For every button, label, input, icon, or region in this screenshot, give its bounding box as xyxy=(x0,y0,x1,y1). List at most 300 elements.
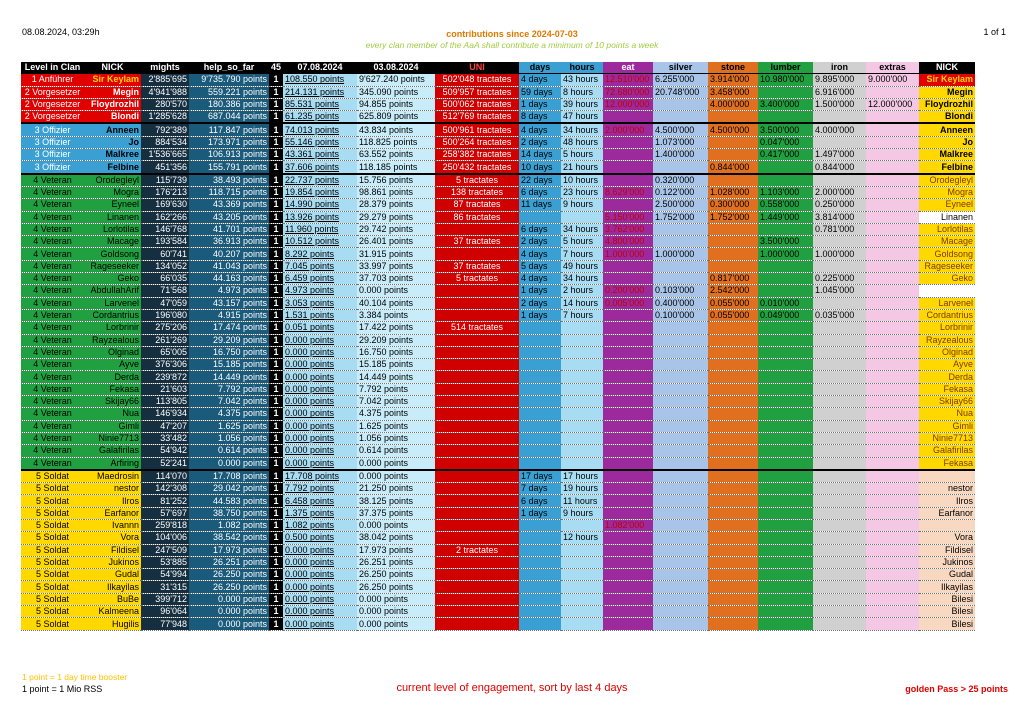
member-extras xyxy=(866,470,919,483)
member-iron xyxy=(813,396,866,408)
member-lumber: 3.500'000 xyxy=(758,236,813,248)
member-eat xyxy=(603,359,653,371)
member-level: 4 Veteran xyxy=(21,346,84,358)
member-iron xyxy=(813,507,866,519)
member-eat xyxy=(603,383,653,395)
member-count: 1 xyxy=(269,74,283,86)
member-days xyxy=(519,408,561,420)
member-nick: Orodegleyl xyxy=(84,174,141,187)
member-help-so-far: 36.913 points xyxy=(189,236,269,248)
member-extras xyxy=(866,322,919,334)
member-nick-right: Fildisel xyxy=(919,544,975,556)
member-silver: 1.000'000 xyxy=(653,248,708,260)
member-days: 1 days xyxy=(519,98,561,110)
member-count: 1 xyxy=(269,322,283,334)
member-help-so-far: 1.082 points xyxy=(189,519,269,531)
member-iron: 9.895'000 xyxy=(813,74,866,86)
member-hours xyxy=(561,211,603,223)
member-count: 1 xyxy=(269,186,283,198)
member-help-so-far: 117.847 points xyxy=(189,123,269,136)
member-days xyxy=(519,556,561,568)
member-hours xyxy=(561,618,603,630)
member-mights: 451'356 xyxy=(141,161,189,174)
member-week2-points: 63.552 points xyxy=(357,149,435,161)
member-uni-tractates xyxy=(435,593,519,605)
member-lumber xyxy=(758,334,813,346)
member-level: 5 Soldat xyxy=(21,556,84,568)
member-count: 1 xyxy=(269,98,283,110)
member-hours: 48 hours xyxy=(561,136,603,148)
member-week2-points: 14.449 points xyxy=(357,371,435,383)
member-week1-points: 37.606 points xyxy=(283,161,357,174)
member-eat: 0.005'000 xyxy=(603,297,653,309)
member-week1-points: 108.550 points xyxy=(283,74,357,86)
member-lumber xyxy=(758,111,813,124)
member-hours xyxy=(561,396,603,408)
member-eat xyxy=(603,260,653,272)
member-eat: 5.150'000 xyxy=(603,211,653,223)
member-help-so-far: 0.614 points xyxy=(189,445,269,457)
member-level: 5 Soldat xyxy=(21,519,84,531)
member-level: 2 Vorgesetzer xyxy=(21,111,84,124)
member-eat xyxy=(603,556,653,568)
member-days xyxy=(519,445,561,457)
member-week2-points: 0.000 points xyxy=(357,470,435,483)
member-level: 2 Vorgesetzer xyxy=(21,86,84,98)
member-help-so-far: 43.369 points xyxy=(189,199,269,211)
member-week2-points: 29.742 points xyxy=(357,223,435,235)
table-row xyxy=(21,161,975,174)
member-days xyxy=(519,432,561,444)
member-uni-tractates xyxy=(435,420,519,432)
member-level: 5 Soldat xyxy=(21,532,84,544)
member-lumber: 1.449'000 xyxy=(758,211,813,223)
member-week1-points: 8.292 points xyxy=(283,248,357,260)
member-silver xyxy=(653,483,708,495)
member-stone xyxy=(708,322,758,334)
member-week2-points: 29.279 points xyxy=(357,211,435,223)
member-count: 1 xyxy=(269,532,283,544)
table-row xyxy=(21,556,975,568)
member-silver xyxy=(653,236,708,248)
member-week1-points: 11.960 points xyxy=(283,223,357,235)
member-extras xyxy=(866,593,919,605)
member-stone xyxy=(708,432,758,444)
member-uni-tractates: 37 tractates xyxy=(435,236,519,248)
member-lumber: 3.400'000 xyxy=(758,98,813,110)
member-help-so-far: 44.583 points xyxy=(189,495,269,507)
member-nick-right: Bilesi xyxy=(919,606,975,618)
member-lumber xyxy=(758,495,813,507)
member-lumber: 0.049'000 xyxy=(758,309,813,321)
member-mights: 247'509 xyxy=(141,544,189,556)
member-stone: 0.055'000 xyxy=(708,297,758,309)
table-row xyxy=(21,273,975,285)
member-extras xyxy=(866,149,919,161)
member-mights: 77'948 xyxy=(141,618,189,630)
contributions-table xyxy=(21,62,975,631)
member-week1-points: 0.000 points xyxy=(283,445,357,457)
member-week1-points: 0.000 points xyxy=(283,371,357,383)
member-days: 6 days xyxy=(519,495,561,507)
member-count: 1 xyxy=(269,309,283,321)
member-week2-points: 4.375 points xyxy=(357,408,435,420)
member-level: 4 Veteran xyxy=(21,248,84,260)
member-nick-right: Megin xyxy=(919,86,975,98)
table-row xyxy=(21,371,975,383)
col-header-hours: hours xyxy=(561,62,603,74)
member-silver: 0.122'000 xyxy=(653,186,708,198)
member-week2-points: 37.375 points xyxy=(357,507,435,519)
member-week2-points: 118.825 points xyxy=(357,136,435,148)
member-lumber: 0.010'000 xyxy=(758,297,813,309)
member-uni-tractates xyxy=(435,346,519,358)
member-count: 1 xyxy=(269,495,283,507)
member-nick-right: Bilesi xyxy=(919,618,975,630)
member-hours: 9 hours xyxy=(561,199,603,211)
member-count: 1 xyxy=(269,297,283,309)
member-days xyxy=(519,544,561,556)
member-week2-points: 1.056 points xyxy=(357,432,435,444)
member-help-so-far: 0.000 points xyxy=(189,618,269,630)
member-week2-points: 38.125 points xyxy=(357,495,435,507)
member-extras xyxy=(866,383,919,395)
member-help-so-far: 4.973 points xyxy=(189,285,269,297)
member-count: 1 xyxy=(269,445,283,457)
member-hours: 9 hours xyxy=(561,507,603,519)
member-mights: 376'306 xyxy=(141,359,189,371)
member-days xyxy=(519,420,561,432)
member-extras xyxy=(866,457,919,470)
member-week1-points: 1.082 points xyxy=(283,519,357,531)
member-mights: 31'315 xyxy=(141,581,189,593)
member-nick: Megin xyxy=(84,86,141,98)
member-uni-tractates xyxy=(435,581,519,593)
member-count: 1 xyxy=(269,136,283,148)
member-nick: Geko xyxy=(84,273,141,285)
member-lumber xyxy=(758,322,813,334)
member-level: 5 Soldat xyxy=(21,569,84,581)
member-mights: 47'059 xyxy=(141,297,189,309)
member-stone xyxy=(708,383,758,395)
member-nick-right: Floydrozhil xyxy=(919,98,975,110)
member-nick-right: Felbine xyxy=(919,161,975,174)
member-level: 4 Veteran xyxy=(21,371,84,383)
table-row xyxy=(21,174,975,187)
member-week2-points: 29.209 points xyxy=(357,334,435,346)
member-lumber xyxy=(758,445,813,457)
member-mights: 81'252 xyxy=(141,495,189,507)
member-stone xyxy=(708,556,758,568)
member-uni-tractates: 86 tractates xyxy=(435,211,519,223)
member-nick: Ilros xyxy=(84,495,141,507)
member-count: 1 xyxy=(269,606,283,618)
member-uni-tractates xyxy=(435,507,519,519)
engagement-note: current level of engagement, sort by last 4 days xyxy=(396,682,628,694)
member-days: 1 days xyxy=(519,285,561,297)
member-week2-points: 26.251 points xyxy=(357,556,435,568)
member-week2-points: 38.042 points xyxy=(357,532,435,544)
member-level: 4 Veteran xyxy=(21,408,84,420)
member-iron xyxy=(813,483,866,495)
member-silver xyxy=(653,569,708,581)
table-row xyxy=(21,420,975,432)
member-lumber xyxy=(758,420,813,432)
member-extras xyxy=(866,223,919,235)
member-silver: 0.320'000 xyxy=(653,174,708,187)
member-help-so-far: 118.715 points xyxy=(189,186,269,198)
member-nick: Ilkayilas xyxy=(84,581,141,593)
member-stone: 3.914'000 xyxy=(708,74,758,86)
member-level: 4 Veteran xyxy=(21,383,84,395)
member-extras xyxy=(866,248,919,260)
member-hours: 34 hours xyxy=(561,223,603,235)
member-count: 1 xyxy=(269,211,283,223)
member-help-so-far: 26.251 points xyxy=(189,556,269,568)
member-extras xyxy=(866,273,919,285)
member-eat: 12.510'000 xyxy=(603,74,653,86)
member-eat: 1.082'000 xyxy=(603,519,653,531)
member-week2-points: 26.401 points xyxy=(357,236,435,248)
member-week2-points: 0.614 points xyxy=(357,445,435,457)
member-nick: Skijay66 xyxy=(84,396,141,408)
member-eat: 72.680'000 xyxy=(603,86,653,98)
member-lumber xyxy=(758,346,813,358)
member-hours: 34 hours xyxy=(561,273,603,285)
member-iron xyxy=(813,383,866,395)
member-nick-right: Ilkayilas xyxy=(919,581,975,593)
member-extras xyxy=(866,123,919,136)
member-extras: 12.000'000 xyxy=(866,98,919,110)
member-extras xyxy=(866,199,919,211)
col-header-iron: iron xyxy=(813,62,866,74)
member-mights: 196'080 xyxy=(141,309,189,321)
member-help-so-far: 38.750 points xyxy=(189,507,269,519)
member-eat xyxy=(603,593,653,605)
member-level: 4 Veteran xyxy=(21,322,84,334)
member-iron xyxy=(813,556,866,568)
col-header-week2: 03.08.2024 xyxy=(357,62,435,74)
member-iron xyxy=(813,519,866,531)
member-count: 1 xyxy=(269,420,283,432)
member-nick-right xyxy=(919,519,975,531)
member-level: 3 Offizier xyxy=(21,136,84,148)
member-nick-right: nestor xyxy=(919,483,975,495)
member-week2-points: 7.792 points xyxy=(357,383,435,395)
member-uni-tractates xyxy=(435,569,519,581)
member-iron xyxy=(813,544,866,556)
member-extras xyxy=(866,519,919,531)
member-extras xyxy=(866,285,919,297)
member-uni-tractates: 500'062 tractates xyxy=(435,98,519,110)
member-week1-points: 13.926 points xyxy=(283,211,357,223)
member-help-so-far: 7.042 points xyxy=(189,396,269,408)
member-week1-points: 0.000 points xyxy=(283,432,357,444)
member-week1-points: 0.000 points xyxy=(283,408,357,420)
member-uni-tractates xyxy=(435,606,519,618)
member-count: 1 xyxy=(269,569,283,581)
member-silver xyxy=(653,470,708,483)
member-nick-right: Nua xyxy=(919,408,975,420)
member-days xyxy=(519,346,561,358)
member-nick-right: Anneen xyxy=(919,123,975,136)
member-nick: Cordantrius xyxy=(84,309,141,321)
member-level: 4 Veteran xyxy=(21,174,84,187)
member-count: 1 xyxy=(269,174,283,187)
member-lumber xyxy=(758,359,813,371)
member-silver xyxy=(653,111,708,124)
member-nick: Jukinos xyxy=(84,556,141,568)
member-iron: 4.000'000 xyxy=(813,123,866,136)
member-nick-right: Gudal xyxy=(919,569,975,581)
member-week1-points: 0.000 points xyxy=(283,581,357,593)
member-hours: 39 hours xyxy=(561,98,603,110)
member-iron xyxy=(813,420,866,432)
table-row xyxy=(21,74,975,86)
member-nick-right: Ilros xyxy=(919,495,975,507)
member-nick: Malkree xyxy=(84,149,141,161)
member-week1-points: 6.458 points xyxy=(283,495,357,507)
member-lumber: 0.558'000 xyxy=(758,199,813,211)
member-help-so-far: 38.542 points xyxy=(189,532,269,544)
member-silver: 1.752'000 xyxy=(653,211,708,223)
member-stone xyxy=(708,408,758,420)
member-iron: 0.844'000 xyxy=(813,161,866,174)
member-mights: 193'584 xyxy=(141,236,189,248)
member-help-so-far: 1.625 points xyxy=(189,420,269,432)
member-extras xyxy=(866,111,919,124)
member-level: 4 Veteran xyxy=(21,432,84,444)
member-help-so-far: 155.791 points xyxy=(189,161,269,174)
col-header-count: 45 xyxy=(271,62,282,73)
col-header-uni: UNI xyxy=(435,62,519,74)
member-iron xyxy=(813,569,866,581)
member-hours: 2 hours xyxy=(561,285,603,297)
col-header-silver: silver xyxy=(653,62,708,74)
member-nick: Gudal xyxy=(84,569,141,581)
member-days: 17 days xyxy=(519,470,561,483)
member-iron xyxy=(813,618,866,630)
member-week1-points: 1.531 points xyxy=(283,309,357,321)
member-silver: 2.500'000 xyxy=(653,199,708,211)
member-nick-right: Jukinos xyxy=(919,556,975,568)
col-header-days: days xyxy=(519,62,561,74)
member-silver xyxy=(653,457,708,470)
member-silver xyxy=(653,519,708,531)
member-lumber: 0.417'000 xyxy=(758,149,813,161)
member-nick: Fekasa xyxy=(84,383,141,395)
member-lumber: 1.000'000 xyxy=(758,248,813,260)
member-days xyxy=(519,371,561,383)
member-level: 4 Veteran xyxy=(21,334,84,346)
member-help-so-far: 180.386 points xyxy=(189,98,269,110)
member-nick: Rageseeker xyxy=(84,260,141,272)
member-extras xyxy=(866,309,919,321)
member-stone: 4.500'000 xyxy=(708,123,758,136)
member-nick-right: Lorlotilas xyxy=(919,223,975,235)
member-mights: 884'534 xyxy=(141,136,189,148)
member-stone: 0.817'000 xyxy=(708,273,758,285)
member-nick: Lorbrinir xyxy=(84,322,141,334)
table-row xyxy=(21,86,975,98)
table-row xyxy=(21,483,975,495)
member-iron xyxy=(813,470,866,483)
member-nick-right: Geko xyxy=(919,273,975,285)
member-help-so-far: 15.185 points xyxy=(189,359,269,371)
member-eat xyxy=(603,457,653,470)
member-uni-tractates: 37 tractates xyxy=(435,260,519,272)
member-level: 5 Soldat xyxy=(21,593,84,605)
member-hours xyxy=(561,420,603,432)
member-week1-points: 0.000 points xyxy=(283,606,357,618)
member-days xyxy=(519,581,561,593)
member-lumber: 0.047'000 xyxy=(758,136,813,148)
member-iron xyxy=(813,445,866,457)
member-week1-points: 61.235 points xyxy=(283,111,357,124)
table-row xyxy=(21,432,975,444)
member-week1-points: 17.708 points xyxy=(283,470,357,483)
member-days: 6 days xyxy=(519,223,561,235)
member-nick: BuBe xyxy=(84,593,141,605)
member-lumber xyxy=(758,569,813,581)
member-eat: 3.762'000 xyxy=(603,223,653,235)
member-count: 1 xyxy=(269,519,283,531)
member-uni-tractates xyxy=(435,248,519,260)
member-stone: 3.458'000 xyxy=(708,86,758,98)
member-silver: 4.500'000 xyxy=(653,123,708,136)
member-iron: 3.814'000 xyxy=(813,211,866,223)
member-lumber xyxy=(758,285,813,297)
member-week2-points: 33.997 points xyxy=(357,260,435,272)
member-week1-points: 7.045 points xyxy=(283,260,357,272)
member-hours xyxy=(561,432,603,444)
member-silver xyxy=(653,507,708,519)
member-uni-tractates: 509'957 tractates xyxy=(435,86,519,98)
member-help-so-far: 43.205 points xyxy=(189,211,269,223)
member-eat xyxy=(603,618,653,630)
member-uni-tractates xyxy=(435,470,519,483)
member-help-so-far: 0.000 points xyxy=(189,457,269,470)
member-week1-points: 85.531 points xyxy=(283,98,357,110)
member-count: 1 xyxy=(269,396,283,408)
member-days xyxy=(519,606,561,618)
member-eat xyxy=(603,273,653,285)
member-hours: 19 hours xyxy=(561,483,603,495)
member-hours: 10 hours xyxy=(561,174,603,187)
member-uni-tractates xyxy=(435,334,519,346)
member-help-so-far: 1.056 points xyxy=(189,432,269,444)
member-extras xyxy=(866,174,919,187)
member-week2-points: 26.250 points xyxy=(357,569,435,581)
member-uni-tractates: 5 tractates xyxy=(435,174,519,187)
col-header-nick-right: NICK xyxy=(919,62,975,74)
legend-booster: 1 point = 1 day time booster xyxy=(22,672,128,682)
member-uni-tractates: 500'264 tractates xyxy=(435,136,519,148)
member-eat xyxy=(603,161,653,174)
member-nick-right: Eyneel xyxy=(919,199,975,211)
member-hours xyxy=(561,408,603,420)
member-stone xyxy=(708,457,758,470)
member-week1-points: 0.500 points xyxy=(283,532,357,544)
member-week1-points: 4.973 points xyxy=(283,285,357,297)
member-mights: 96'064 xyxy=(141,606,189,618)
page-number: 1 of 1 xyxy=(983,27,1006,37)
member-count: 1 xyxy=(269,285,283,297)
member-nick: Arfiring xyxy=(84,457,141,470)
member-level: 5 Soldat xyxy=(21,581,84,593)
member-hours: 47 hours xyxy=(561,111,603,124)
member-hours xyxy=(561,457,603,470)
